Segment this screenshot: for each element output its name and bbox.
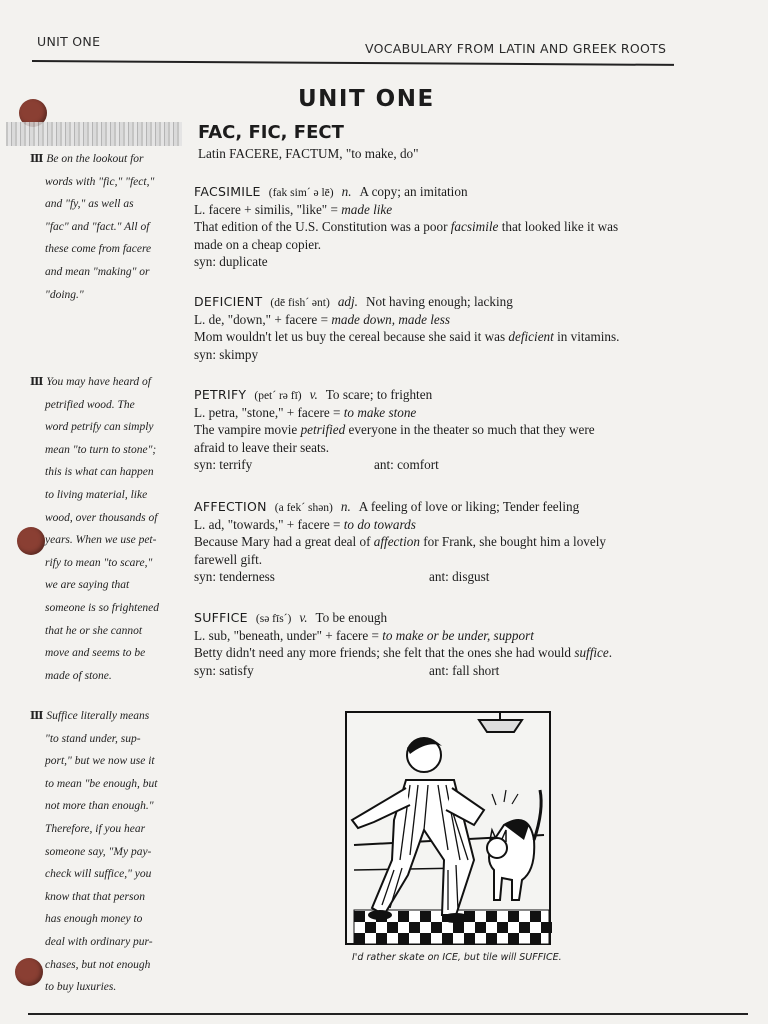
etymology-text: L. sub, "beneath, under" + facere = <box>194 627 383 643</box>
vocab-entry-deficient <box>194 293 674 363</box>
sentence-start: The vampire movie <box>194 422 301 438</box>
entry-synonym: syn: terrify <box>194 457 253 473</box>
sidebar-line: check will suffice," you <box>45 868 152 881</box>
floor-tile <box>453 922 464 933</box>
sentence-start: Because Mary had a great deal of <box>194 534 374 550</box>
entry-antonym: ant: comfort <box>374 457 439 473</box>
sidebar-line <box>30 371 170 394</box>
sidebar-line: know that that person <box>45 890 145 903</box>
sentence-keyword: facsimile <box>450 219 499 235</box>
sidebar-line: to buy luxuries. <box>45 981 117 994</box>
entry-word: SUFFICE <box>194 610 248 625</box>
header-left: UNIT ONE <box>37 34 101 49</box>
entry-antonym: ant: fall short <box>429 662 500 678</box>
entry-etymology <box>194 201 674 219</box>
entry-definition: A feeling of love or liking; Tender feeling <box>358 499 580 514</box>
sidebar-line: and mean "making" or <box>45 265 150 278</box>
etymology-meaning: to do towards <box>343 516 416 532</box>
etymology-text: L. ad, "towards," + facere = <box>194 516 344 532</box>
sidebar-note-1 <box>30 148 170 306</box>
vocab-entry-suffice <box>194 609 674 679</box>
entry-headline <box>194 609 674 627</box>
sentence-end: everyone in the theater so much that they were <box>345 422 595 438</box>
etymology-meaning: made like <box>341 201 393 217</box>
sidebar-line: words with "fic," "fect," <box>45 175 155 188</box>
sidebar-marker-icon: Ⅲ <box>30 710 44 722</box>
sidebar-line: "fac" and "fact." All of <box>45 220 150 233</box>
root-origin: Latin FACERE, FACTUM, "to make, do" <box>198 146 419 161</box>
sidebar-line: petrified wood. The <box>45 398 135 411</box>
sidebar-note-2 <box>30 371 170 687</box>
entry-word: FACSIMILE <box>194 184 261 199</box>
floor-tile <box>530 933 541 944</box>
sidebar-line: made of stone. <box>45 669 112 682</box>
sidebar-line: "to stand under, sup- <box>45 732 141 745</box>
sidebar-line: port," but we now use it <box>45 755 155 768</box>
sidebar-line: mean "to turn to stone"; <box>45 443 157 456</box>
header-rule <box>32 60 674 66</box>
sentence-keyword: suffice <box>574 645 609 661</box>
etymology-meaning: to make or be under, support <box>382 627 534 643</box>
floor-tile <box>519 922 530 933</box>
entry-definition: To scare; to frighten <box>325 387 433 402</box>
sidebar-note-3 <box>30 705 170 999</box>
floor-tile <box>486 933 497 944</box>
entry-pronunciation: (fak sim´ ə lē) <box>268 187 334 199</box>
vocab-entry-affection <box>194 498 674 586</box>
floor-tile <box>530 911 541 922</box>
entry-part-of-speech: v. <box>309 387 318 402</box>
sidebar-line: someone is so frightened <box>45 601 160 614</box>
floor-tile <box>387 922 398 933</box>
etymology-text: L. de, "down," + facere = <box>194 311 332 327</box>
entry-headline <box>194 386 674 404</box>
sidebar-line: "doing." <box>45 288 84 301</box>
etymology-text: L. facere + similis, "like" = <box>194 201 342 217</box>
sentence-start: Betty didn't need any more friends; she felt that the ones she had would <box>194 645 575 661</box>
sidebar-line: word petrify can simply <box>45 421 154 434</box>
entry-synonym-row <box>194 662 674 680</box>
sidebar-line: these come from facere <box>45 243 152 256</box>
vocab-entry-petrify <box>194 386 674 474</box>
entry-word: PETRIFY <box>194 387 247 402</box>
entry-pronunciation: (pet´ rə fī) <box>254 390 302 402</box>
sidebar-line: to living material, like <box>45 488 148 501</box>
entry-headline <box>194 183 674 201</box>
etymology-text: L. petra, "stone," + facere = <box>194 404 344 420</box>
entry-synonym: syn: duplicate <box>194 254 268 270</box>
entry-synonym: syn: tenderness <box>194 569 275 585</box>
floor-tile <box>409 922 420 933</box>
entry-synonym-row <box>194 253 674 271</box>
floor-tile <box>475 922 486 933</box>
floor-tile <box>486 911 497 922</box>
sentence-end: that looked like it was <box>498 219 619 235</box>
floor-tile <box>497 922 508 933</box>
sentence-end: in vitamins. <box>553 329 620 345</box>
page-title: UNIT ONE <box>298 86 435 112</box>
entry-etymology <box>194 404 674 422</box>
entry-sentence <box>194 328 674 346</box>
sentence-start: That edition of the U.S. Constitution was a poor <box>194 219 451 235</box>
sidebar-line: years. When we use pet- <box>45 534 157 547</box>
floor-tile <box>398 933 409 944</box>
sidebar-line: deal with ordinary pur- <box>45 935 153 948</box>
floor-tile <box>420 933 431 944</box>
entry-etymology <box>194 627 674 645</box>
entry-pronunciation: (a fek´ shən) <box>274 502 333 514</box>
entry-synonym-row <box>194 346 674 364</box>
entry-pronunciation: (sə fīs´) <box>255 613 292 625</box>
sidebar-line: to mean "be enough, but <box>45 777 158 790</box>
sidebar-line: someone say, "My pay- <box>45 845 152 858</box>
sidebar-line: we are saying that <box>45 579 130 592</box>
sidebar-text: Be on the lookout for <box>46 153 144 165</box>
entry-definition: To be enough <box>315 610 388 625</box>
root-heading: FAC, FIC, FECT <box>198 122 344 143</box>
entry-synonym: syn: skimpy <box>194 346 259 362</box>
entry-definition: Not having enough; lacking <box>365 294 513 309</box>
sentence-end: for Frank, she bought him a lovely <box>419 534 606 550</box>
sidebar-line: wood, over thousands of <box>45 511 158 524</box>
header-right: VOCABULARY FROM LATIN AND GREEK ROOTS <box>365 41 667 56</box>
entry-headline <box>194 498 674 516</box>
sentence-end: . <box>608 645 613 661</box>
floor-tile <box>508 933 519 944</box>
entry-part-of-speech: v. <box>299 610 308 625</box>
sentence-keyword: petrified <box>300 422 346 438</box>
sidebar-line: that he or she cannot <box>45 624 143 637</box>
entry-sentence <box>194 421 674 439</box>
floor-tile <box>431 922 442 933</box>
floor-tile <box>464 933 475 944</box>
entry-etymology <box>194 311 674 329</box>
floor-tile <box>541 922 552 933</box>
floor-tile <box>442 933 453 944</box>
floor-tile <box>420 911 431 922</box>
sidebar-line: not more than enough." <box>45 800 154 813</box>
sidebar-line: and "fy," as well as <box>45 198 134 211</box>
entry-pronunciation: (dē fish´ ənt) <box>270 297 330 309</box>
sidebar-marker-icon: Ⅲ <box>30 376 44 388</box>
entry-sentence <box>194 533 674 551</box>
entry-synonym: syn: satisfy <box>194 662 254 678</box>
sidebar-line: has enough money to <box>45 913 143 926</box>
entry-sentence-line2: made on a cheap copier. <box>194 236 322 252</box>
floor-tile <box>365 922 376 933</box>
sidebar-line <box>30 148 170 171</box>
cartoon-man-scared-cat-icon <box>344 710 552 946</box>
sidebar-line: this is what can happen <box>45 466 154 479</box>
entry-sentence-line2: afraid to leave their seats. <box>194 439 330 455</box>
floor-tile <box>354 911 365 922</box>
sidebar-text: Suffice literally means <box>46 710 150 722</box>
etymology-meaning: made down, made less <box>331 311 451 327</box>
sidebar-line: Therefore, if you hear <box>45 822 146 835</box>
vocab-entry-facsimile <box>194 183 674 271</box>
entry-part-of-speech: adj. <box>337 294 358 309</box>
entry-headline <box>194 293 674 311</box>
sidebar-line: rify to mean "to scare," <box>45 556 153 569</box>
entry-synonym-row <box>194 456 674 474</box>
scan-artifact <box>6 122 182 146</box>
entry-antonym: ant: disgust <box>429 569 490 585</box>
sidebar-line: move and seems to be <box>45 647 146 660</box>
footer-rule <box>28 1013 748 1015</box>
entry-sentence <box>194 644 674 662</box>
floor-tile <box>508 911 519 922</box>
floor-tile <box>376 933 387 944</box>
entry-word: AFFECTION <box>194 499 267 514</box>
sentence-keyword: affection <box>373 534 420 550</box>
entry-synonym-row <box>194 568 674 586</box>
sentence-keyword: deficient <box>508 329 554 345</box>
sidebar-line <box>30 705 170 728</box>
floor-tile <box>354 933 365 944</box>
etymology-meaning: to make stone <box>343 404 417 420</box>
entry-part-of-speech: n. <box>340 499 351 514</box>
illustration-caption: I'd rather skate on ICE, but tile will SUFFICE. <box>352 952 562 963</box>
entry-word: DEFICIENT <box>194 294 263 309</box>
floor-tile <box>398 911 409 922</box>
entry-etymology <box>194 516 674 534</box>
illustration <box>344 710 552 946</box>
entry-part-of-speech: n. <box>341 184 352 199</box>
sentence-start: Mom wouldn't let us buy the cereal because she said it was <box>194 329 509 345</box>
sidebar-text: You may have heard of <box>46 376 151 388</box>
entry-sentence-line2: farewell gift. <box>194 551 263 567</box>
entry-definition: A copy; an imitation <box>359 184 468 199</box>
sidebar-marker-icon: Ⅲ <box>30 153 44 165</box>
entry-sentence <box>194 218 674 236</box>
sidebar-line: chases, but not enough <box>45 958 151 971</box>
